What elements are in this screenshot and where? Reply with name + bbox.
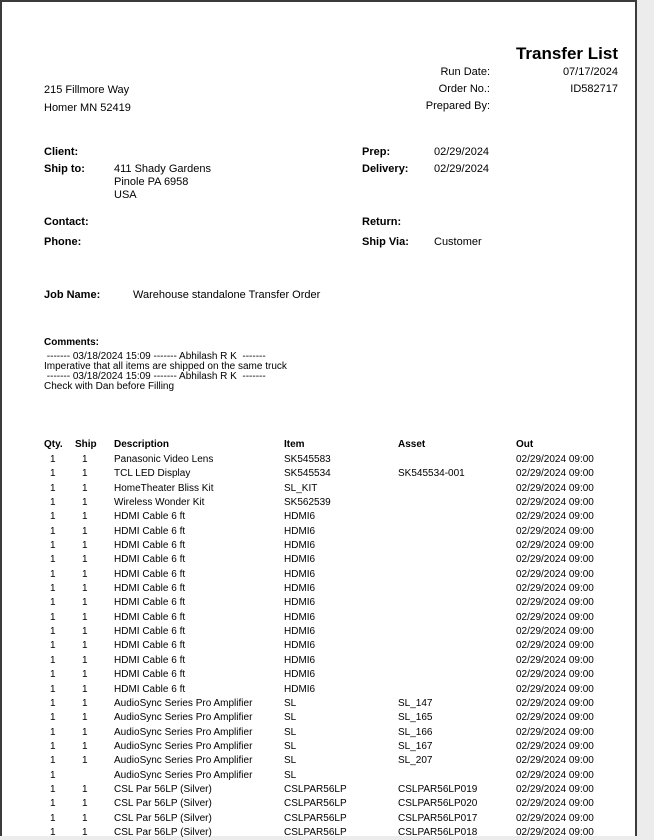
cell-item: HDMI6 [284, 669, 316, 681]
cell-out: 02/29/2024 09:00 [516, 654, 594, 666]
cell-description: AudioSync Series Pro Amplifier [114, 712, 253, 724]
table-row [0, 783, 636, 797]
cell-out: 02/29/2024 09:00 [516, 511, 594, 523]
cell-item: SL [284, 697, 297, 709]
cell-qty: 1 [50, 654, 56, 666]
cell-ship: 1 [82, 669, 88, 681]
cell-qty: 1 [50, 540, 56, 552]
cell-description: AudioSync Series Pro Amplifier [114, 755, 253, 767]
column-header-asset: Asset [398, 439, 426, 450]
cell-asset: CSLPAR56LP017 [398, 812, 478, 824]
cell-ship: 1 [82, 454, 88, 465]
cell-asset [398, 539, 516, 553]
cell-ship: 1 [82, 640, 88, 652]
cell-ship: 1 [82, 611, 88, 623]
cell-description: HDMI Cable 6 ft [114, 611, 186, 623]
column-header-out: Out [516, 439, 534, 450]
cell-qty: 1 [50, 783, 56, 795]
cell-asset [398, 683, 516, 697]
table-row [0, 582, 636, 596]
job-name-value: Warehouse standalone Transfer Order [133, 289, 321, 301]
table-row [0, 826, 636, 840]
cell-description: AudioSync Series Pro Amplifier [114, 726, 253, 738]
cell-asset: CSLPAR56LP020 [398, 798, 478, 810]
column-header-ship: Ship [75, 439, 97, 450]
contact-label: Contact: [44, 216, 89, 228]
cell-qty: 1 [50, 497, 56, 509]
cell-qty: 1 [50, 468, 56, 480]
cell-item: SK562539 [284, 497, 331, 509]
cell-asset [398, 639, 516, 653]
prep-label: Prep: [362, 146, 391, 158]
table-row [0, 683, 636, 697]
comment-line: ------- 03/18/2024 15:09 ------- Abhilash R K ------- [44, 371, 266, 382]
run-fields [298, 64, 618, 115]
cell-description: HomeTheater Bliss Kit [114, 482, 214, 494]
comments-block [44, 352, 287, 392]
cell-item: HDMI6 [284, 626, 316, 638]
cell-item: SL [284, 755, 297, 767]
cell-asset [398, 668, 516, 682]
cell-ship: 1 [82, 597, 88, 609]
cell-asset: SL_165 [398, 712, 433, 724]
cell-qty: 1 [50, 626, 56, 638]
cell-qty: 1 [50, 669, 56, 681]
cell-out: 02/29/2024 09:00 [516, 468, 594, 480]
cell-qty: 1 [50, 597, 56, 609]
table-row [0, 539, 636, 553]
column-header-item: Item [284, 439, 305, 450]
delivery-label: Delivery: [362, 163, 409, 175]
cell-out: 02/29/2024 09:00 [516, 726, 594, 738]
cell-out: 02/29/2024 09:00 [516, 554, 594, 566]
cell-description: CSL Par 56LP (Silver) [114, 826, 212, 838]
phone-label: Phone: [44, 236, 82, 248]
cell-ship: 1 [82, 554, 88, 566]
table-row [0, 711, 636, 725]
cell-asset [398, 769, 516, 783]
cell-ship: 1 [82, 511, 88, 523]
cell-out: 02/29/2024 09:00 [516, 740, 594, 752]
cell-description: TCL LED Display [114, 468, 191, 480]
cell-description: HDMI Cable 6 ft [114, 654, 186, 666]
cell-description: CSL Par 56LP (Silver) [114, 812, 212, 824]
table-row [0, 525, 636, 539]
cell-asset: SL_207 [398, 755, 433, 767]
cell-asset: CSLPAR56LP019 [398, 783, 478, 795]
cell-out: 02/29/2024 09:00 [516, 755, 594, 767]
ship-via-value: Customer [434, 236, 482, 248]
column-header-qty: Qty. [44, 439, 63, 450]
cell-item: HDMI6 [284, 568, 316, 580]
cell-item: SK545583 [284, 454, 331, 465]
table-row [0, 467, 636, 481]
cell-asset [398, 596, 516, 610]
cell-description: HDMI Cable 6 ft [114, 597, 186, 609]
table-row [0, 740, 636, 754]
cell-description: HDMI Cable 6 ft [114, 640, 186, 652]
cell-asset: CSLPAR56LP018 [398, 826, 478, 838]
cell-description: Wireless Wonder Kit [114, 497, 205, 509]
cell-out: 02/29/2024 09:00 [516, 697, 594, 709]
cell-asset: SL_167 [398, 740, 433, 752]
cell-item: HDMI6 [284, 540, 316, 552]
cell-qty: 1 [50, 525, 56, 537]
company-address-line: 215 Fillmore Way [44, 84, 130, 96]
run-field-label: Prepared By: [425, 100, 490, 112]
cell-out: 02/29/2024 09:00 [516, 597, 594, 609]
cell-item: SL [284, 740, 297, 752]
cell-qty: 1 [50, 583, 56, 595]
cell-asset: SL_147 [398, 697, 433, 709]
cell-description: HDMI Cable 6 ft [114, 669, 186, 681]
cell-description: HDMI Cable 6 ft [114, 568, 186, 580]
job-name-label: Job Name: [44, 289, 101, 301]
cell-item: HDMI6 [284, 583, 316, 595]
table-row [0, 453, 636, 467]
cell-ship: 1 [82, 525, 88, 537]
table-row [0, 625, 636, 639]
cell-qty: 1 [50, 640, 56, 652]
cell-asset [398, 510, 516, 524]
cell-ship: 1 [82, 783, 88, 795]
cell-qty: 1 [50, 812, 56, 824]
ship-via-label: Ship Via: [362, 236, 409, 248]
cell-description: HDMI Cable 6 ft [114, 525, 186, 537]
cell-out: 02/29/2024 09:00 [516, 482, 594, 494]
run-field-row [298, 98, 618, 115]
cell-description: AudioSync Series Pro Amplifier [114, 769, 253, 781]
cell-description: HDMI Cable 6 ft [114, 540, 186, 552]
cell-asset [398, 568, 516, 582]
cell-ship: 1 [82, 712, 88, 724]
cell-item: HDMI6 [284, 654, 316, 666]
table-row [0, 568, 636, 582]
comments-label: Comments: [44, 337, 100, 348]
cell-item: CSLPAR56LP [284, 826, 347, 838]
cell-item: CSLPAR56LP [284, 812, 347, 824]
table-row [0, 496, 636, 510]
cell-qty: 1 [50, 740, 56, 752]
cell-out: 02/29/2024 09:00 [516, 712, 594, 724]
cell-ship: 1 [82, 683, 88, 695]
cell-description: HDMI Cable 6 ft [114, 626, 186, 638]
cell-qty: 1 [50, 769, 56, 781]
cell-qty: 1 [50, 611, 56, 623]
run-field-row [298, 64, 618, 81]
cell-qty: 1 [50, 554, 56, 566]
ship-to-line: USA [114, 189, 137, 201]
report-title: Transfer List [515, 44, 618, 63]
table-row [0, 769, 636, 783]
cell-description: HDMI Cable 6 ft [114, 511, 186, 523]
cell-asset [398, 525, 516, 539]
cell-out: 02/29/2024 09:00 [516, 454, 594, 465]
ship-to-label: Ship to: [44, 163, 85, 175]
items-table [0, 439, 636, 840]
cell-qty: 1 [50, 568, 56, 580]
client-label: Client: [44, 146, 79, 158]
cell-ship: 1 [82, 626, 88, 638]
cell-item: CSLPAR56LP [284, 798, 347, 810]
cell-asset: SK545534-001 [398, 468, 465, 480]
cell-ship: 1 [82, 798, 88, 810]
cell-ship: 1 [82, 812, 88, 824]
table-row [0, 726, 636, 740]
cell-qty: 1 [50, 755, 56, 767]
table-row [0, 797, 636, 811]
cell-asset [398, 496, 516, 510]
cell-out: 02/29/2024 09:00 [516, 525, 594, 537]
cell-ship: 1 [82, 697, 88, 709]
cell-qty: 1 [50, 482, 56, 494]
cell-description: Panasonic Video Lens [114, 454, 214, 465]
cell-description: HDMI Cable 6 ft [114, 554, 186, 566]
cell-description: HDMI Cable 6 ft [114, 583, 186, 595]
items-table-rows [0, 453, 636, 840]
cell-description: HDMI Cable 6 ft [114, 683, 186, 695]
cell-item: HDMI6 [284, 611, 316, 623]
prep-value: 02/29/2024 [434, 146, 490, 158]
comment-line: ------- 03/18/2024 15:09 ------- Abhilash R K ------- [44, 351, 266, 362]
cell-ship: 1 [82, 740, 88, 752]
cell-ship: 1 [82, 826, 88, 838]
cell-ship: 1 [82, 726, 88, 738]
cell-out: 02/29/2024 09:00 [516, 626, 594, 638]
run-field-value: 07/17/2024 [562, 66, 618, 78]
table-row [0, 697, 636, 711]
table-row [0, 812, 636, 826]
run-field-value [490, 98, 618, 115]
cell-qty: 1 [50, 726, 56, 738]
cell-asset [398, 553, 516, 567]
comment-line: Check with Dan before Filling [44, 381, 175, 392]
cell-out: 02/29/2024 09:00 [516, 540, 594, 552]
cell-ship: 1 [82, 482, 88, 494]
delivery-value: 02/29/2024 [434, 163, 490, 175]
cell-item: SL_KIT [284, 482, 318, 494]
cell-ship: 1 [82, 755, 88, 767]
cell-asset [398, 611, 516, 625]
cell-ship: 1 [82, 468, 88, 480]
ship-to-address [114, 163, 211, 202]
run-field-label: Order No.: [438, 83, 490, 95]
cell-description: AudioSync Series Pro Amplifier [114, 697, 253, 709]
company-address-line: Homer MN 52419 [44, 102, 131, 114]
cell-out: 02/29/2024 09:00 [516, 683, 594, 695]
cell-out: 02/29/2024 09:00 [516, 669, 594, 681]
cell-item: SK545534 [284, 468, 331, 480]
cell-ship: 1 [82, 583, 88, 595]
cell-ship: 1 [82, 497, 88, 509]
table-row [0, 596, 636, 610]
cell-qty: 1 [50, 683, 56, 695]
table-row [0, 654, 636, 668]
cell-item: HDMI6 [284, 511, 316, 523]
cell-item: HDMI6 [284, 554, 316, 566]
table-row [0, 553, 636, 567]
table-row [0, 510, 636, 524]
run-field-row [298, 81, 618, 98]
cell-ship: 1 [82, 540, 88, 552]
table-row [0, 611, 636, 625]
cell-ship: 1 [82, 654, 88, 666]
cell-item: HDMI6 [284, 525, 316, 537]
cell-out: 02/29/2024 09:00 [516, 798, 594, 810]
cell-asset [398, 453, 516, 467]
cell-out: 02/29/2024 09:00 [516, 812, 594, 824]
cell-ship [75, 769, 114, 783]
cell-item: HDMI6 [284, 640, 316, 652]
cell-qty: 1 [50, 511, 56, 523]
column-header-description: Description [114, 439, 170, 450]
cell-out: 02/29/2024 09:00 [516, 611, 594, 623]
cell-asset [398, 482, 516, 496]
cell-out: 02/29/2024 09:00 [516, 826, 594, 838]
cell-asset [398, 582, 516, 596]
cell-out: 02/29/2024 09:00 [516, 769, 594, 781]
cell-description: CSL Par 56LP (Silver) [114, 798, 212, 810]
cell-qty: 1 [50, 798, 56, 810]
cell-asset [398, 625, 516, 639]
ship-to-line: 411 Shady Gardens [114, 163, 212, 175]
comment-line: Imperative that all items are shipped on the same truck [44, 361, 287, 372]
cell-asset [398, 654, 516, 668]
cell-item: HDMI6 [284, 683, 316, 695]
cell-item: CSLPAR56LP [284, 783, 347, 795]
return-label: Return: [362, 216, 402, 228]
table-row [0, 482, 636, 496]
table-row [0, 754, 636, 768]
table-row [0, 639, 636, 653]
cell-item: HDMI6 [284, 597, 316, 609]
cell-out: 02/29/2024 09:00 [516, 783, 594, 795]
page-top-border [0, 0, 637, 2]
cell-item: SL [284, 769, 297, 781]
cell-out: 02/29/2024 09:00 [516, 583, 594, 595]
cell-qty: 1 [50, 697, 56, 709]
cell-qty: 1 [50, 826, 56, 838]
run-field-label: Run Date: [440, 66, 490, 78]
cell-description: CSL Par 56LP (Silver) [114, 783, 212, 795]
cell-item: SL [284, 712, 297, 724]
cell-description: AudioSync Series Pro Amplifier [114, 740, 253, 752]
cell-qty: 1 [50, 454, 56, 465]
cell-item: SL [284, 726, 297, 738]
company-address [44, 81, 131, 117]
table-row [0, 668, 636, 682]
ship-to-line: Pinole PA 6958 [114, 176, 189, 188]
run-field-value: ID582717 [570, 83, 618, 95]
cell-out: 02/29/2024 09:00 [516, 568, 594, 580]
cell-qty: 1 [50, 712, 56, 724]
items-table-header [0, 439, 636, 453]
cell-ship: 1 [82, 568, 88, 580]
cell-out: 02/29/2024 09:00 [516, 497, 594, 509]
cell-out: 02/29/2024 09:00 [516, 640, 594, 652]
cell-asset: SL_166 [398, 726, 433, 738]
